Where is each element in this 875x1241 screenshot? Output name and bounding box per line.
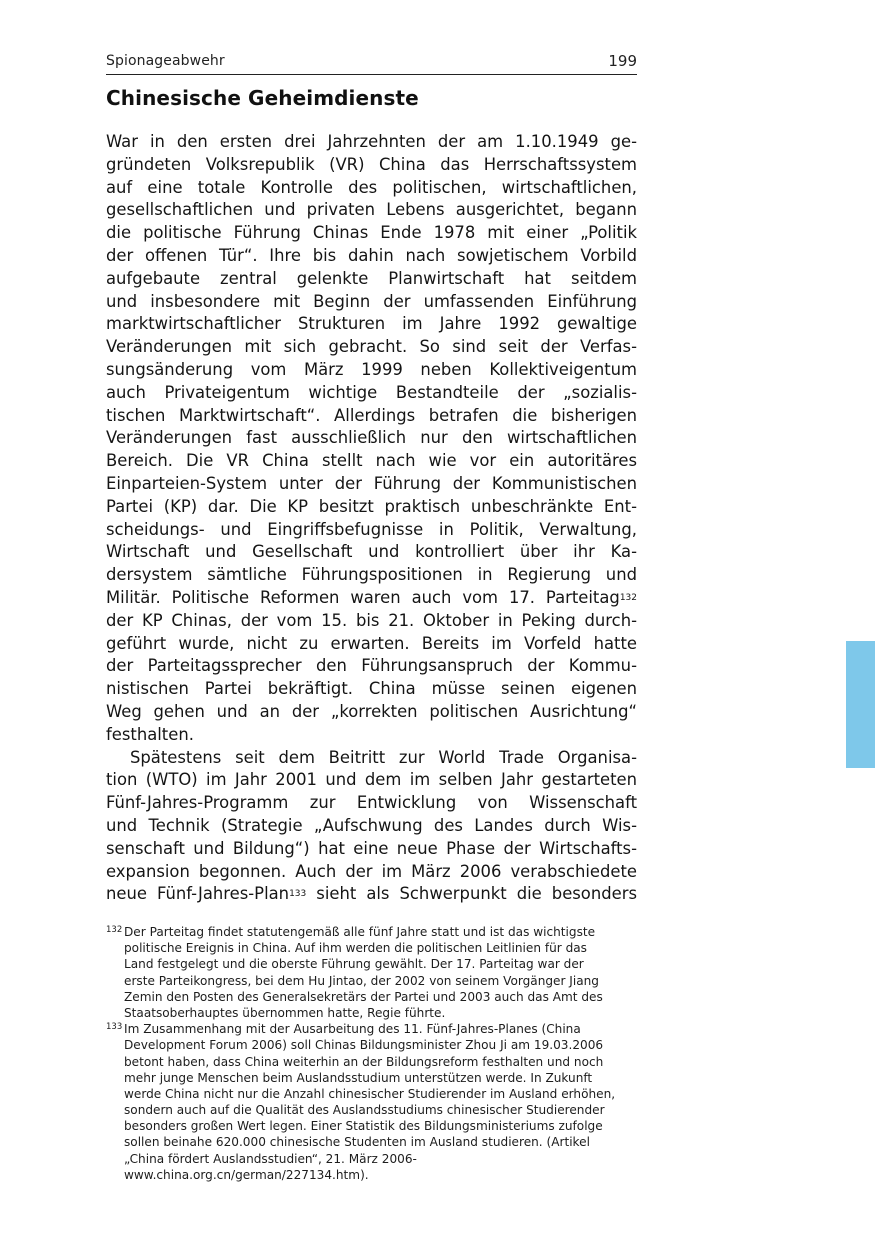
text-line: gründeten Volksrepublik (VR) China das Herrschaftssystem	[106, 154, 637, 174]
footnote-line: Der Parteitag findet statutengemäß alle fünf Jahre statt und ist das wichtigste	[124, 925, 596, 939]
footnote-line: besonders großen Wert legen. Einer Statistik des Bildungsministeriums zufolge	[124, 1119, 603, 1134]
text-line: tischen Marktwirtschaft“. Allerdings betrafen die bisherigen	[106, 405, 637, 425]
text-line: War in den ersten drei Jahrzehnten der am 1.10.1949 ge-	[106, 132, 637, 151]
text-line: der KP Chinas, der vom 15. bis 21. Oktober in Peking durch-	[106, 610, 637, 630]
footnote-line: Im Zusammenhang mit der Ausarbeitung des 11. Fünf-Jahres-Planes (China	[124, 1022, 581, 1037]
text-segment: neue Fünf-Jahres-Plan	[106, 884, 290, 904]
text-line: Veränderungen mit sich gebracht. So sind seit der Verfas-	[106, 337, 637, 357]
footnote-line: politische Ereignis in China. Auf ihm werden die politischen Leitlinien für das	[124, 941, 587, 956]
page-number: 199	[608, 52, 637, 70]
text-line: sungsänderung vom März 1999 neben Kollektiveigentum	[106, 359, 637, 379]
footnote-line: mehr junge Menschen beim Auslandsstudium unterstützen werde. In Zukunft	[124, 1070, 593, 1085]
footnote-line: Staatsoberhauptes übernommen hatte, Regie führte.	[124, 1005, 446, 1020]
text-line: Weg gehen und an der „korrekten politischen Ausrichtung“	[106, 701, 637, 721]
text-line: nistischen Partei bekräftigt. China müsse seinen eigenen	[106, 679, 637, 699]
text-line: geführt wurde, nicht zu erwarten. Bereits im Vorfeld hatte	[106, 633, 637, 653]
text-segment: sieht als Schwerpunkt die besonders	[316, 884, 637, 904]
body-text	[106, 131, 637, 906]
text-line: Wirtschaft und Gesellschaft und kontrolliert über ihr Ka-	[106, 542, 637, 562]
text-line: festhalten.	[106, 724, 194, 744]
text-line: gesellschaftlichen und privaten Lebens ausgerichtet, begann	[106, 200, 637, 220]
text-line: Fünf-Jahres-Programm zur Entwicklung von Wissenschaft	[106, 793, 637, 813]
paragraph-1	[106, 131, 637, 747]
text-line: Veränderungen fast ausschließlich nur den wirtschaftlichen	[106, 428, 637, 448]
section-title: Chinesische Geheimdienste	[106, 86, 419, 110]
footnote-ref-133[interactable]: 133	[289, 889, 307, 900]
footnote-line: betont haben, dass China weiterhin an der Bildungsreform festhalten und noch	[124, 1054, 604, 1069]
footnote-ref-132[interactable]: 132	[619, 592, 637, 603]
text-line: marktwirtschaftlicher Strukturen im Jahre 1992 gewaltige	[106, 314, 637, 334]
footnote-number: 133	[106, 1022, 123, 1033]
chapter-thumb-tab	[846, 641, 875, 768]
text-line: dersystem sämtliche Führungspositionen in Regierung und	[106, 565, 637, 585]
footnote-line: Land festgelegt und die oberste Führung gewählt. Der 17. Parteitag war der	[124, 957, 584, 972]
footnote-number: 132	[106, 925, 123, 935]
text-line: auf eine totale Kontrolle des politischen, wirtschaftlichen,	[106, 177, 637, 197]
text-line: Einparteien-System unter der Führung der Kommunistischen	[106, 473, 637, 493]
running-head-title: Spionageabwehr	[106, 53, 225, 69]
footnote-line: erste Parteikongress, bei dem Hu Jintao, der 2002 von seinem Vorgänger Jiang	[124, 973, 599, 988]
footnote-line: sollen beinahe 620.000 chinesische Studenten im Ausland studieren. (Artikel	[124, 1135, 590, 1150]
text-line: auch Privateigentum wichtige Bestandteile der „sozialis-	[106, 382, 637, 402]
text-line: tion (WTO) im Jahr 2001 und dem im selben Jahr gestarteten	[106, 770, 637, 790]
footnote-line: Development Forum 2006) soll Chinas Bildungsminister Zhou Ji am 19.03.2006	[124, 1038, 604, 1053]
text-line: der offenen Tür“. Ihre bis dahin nach sowjetischem Vorbild	[106, 245, 637, 265]
footnote-line: werde China nicht nur die Anzahl chinesischer Studierender im Ausland erhöhen,	[124, 1086, 616, 1101]
footnote-line: Zemin den Posten des Generalsekretärs der Partei und 2003 auch das Amt des	[124, 989, 603, 1004]
text-line: und insbesondere mit Beginn der umfassenden Einführung	[106, 291, 637, 311]
footnotes	[106, 924, 637, 1183]
text-line-with-footnote-ref	[106, 587, 637, 610]
text-line: expansion begonnen. Auch der im März 2006 verabschiedete	[106, 861, 637, 881]
text-segment: Militär. Politische Reformen waren auch vom 17. Parteitag	[106, 587, 620, 607]
paragraph-2	[106, 747, 637, 907]
text-line: senschaft und Bildung“) hat eine neue Phase der Wirtschafts-	[106, 838, 637, 858]
text-line: Spätestens seit dem Beitritt zur World Trade Organisa-	[130, 747, 637, 767]
footnote-132	[106, 924, 637, 1021]
footnote-line-url[interactable]: www.china.org.cn/german/227134.htm).	[124, 1167, 369, 1182]
text-line: Bereich. Die VR China stellt nach wie vor ein autoritäres	[106, 451, 637, 471]
footnote-line: sondern auch auf die Qualität des Auslandsstudiums chinesischer Studierender	[124, 1103, 605, 1118]
text-line: und Technik (Strategie „Aufschwung des Landes durch Wis-	[106, 815, 637, 835]
text-line: aufgebaute zentral gelenkte Planwirtschaft hat seitdem	[106, 268, 637, 288]
text-line: Partei (KP) dar. Die KP besitzt praktisch unbeschränkte Ent-	[106, 496, 637, 516]
running-header	[106, 50, 637, 75]
text-line: scheidungs- und Eingriffsbefugnisse in Politik, Verwaltung,	[106, 519, 637, 539]
footnote-133	[106, 1021, 637, 1183]
footnote-line: „China fördert Auslandsstudien“, 21. März 2006-	[124, 1151, 417, 1166]
text-line: der Parteitagssprecher den Führungsanspruch der Kommu-	[106, 656, 637, 676]
text-line-with-footnote-ref	[106, 883, 637, 906]
text-line: die politische Führung Chinas Ende 1978 mit einer „Politik	[106, 223, 637, 243]
